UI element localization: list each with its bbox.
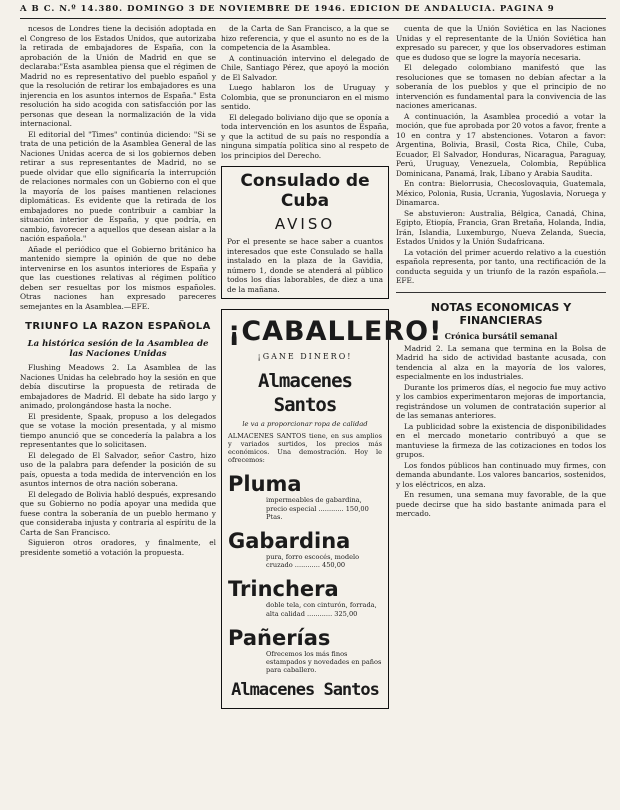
consulado-title: Consulado de Cuba: [240, 171, 370, 211]
paragraph: ncesos de Londres tiene la decisión adoptada en el Congreso de los Estados Unidos, que autorizaba la retirada de embajadores de España, con la aprobación de la Unión de Madrid en que se declaraba:"Esta asamblea piensa que el régimen de Madrid no es representativo del pueblo español y que la resolución de retirar los embajadores es una injerencia en los asuntos internos de España." Esta resolución ha sido acogida con satisfacción por las personas que desean la normalización de la vida internacional.: [20, 24, 216, 128]
column-left: [20, 24, 216, 804]
paragraph: El delegado de El Salvador, señor Castro, hizo uso de la palabra para defender la posición de su país, opuesta a toda medida de intervención en los asuntos internos de otra nación soberana.: [20, 450, 216, 488]
paragraph: Los fondos públicos han continuado muy firmes, con demanda abundante. Los valores bancarios, sostenidos, y los eléctricos, en alza.: [396, 460, 606, 489]
aviso-label: AVISO: [274, 215, 336, 233]
column-middle: [221, 24, 443, 804]
paragraph: de la Carta de San Francisco, a la que se hizo referencia, y que el asunto no es de la competencia de la Asamblea.: [221, 24, 389, 52]
article-subheadline: La histórica sesión de la Asamblea de las Naciones Unidas: [27, 339, 209, 359]
paragraph: El delegado boliviano dijo que se oponía a toda intervención en los asuntos de España, y que la actitud de su país no respondía a ninguna simpatía política sino al respeto de los principios del Derecho.: [221, 112, 389, 160]
product-name: Pañerías: [228, 625, 331, 650]
paragraph: El editorial del "Times" continúa diciendo: "Si se trata de una petición de la Asamblea General de las Naciones Unidas acerca de si los gobiernos deben retirar a sus representantes de Madrid, no se puede olvidar que ello significaría la interrupción de relaciones normales con un Gobierno con el que la mayoría de los países mantienen relaciones diplomáticas. Es evidente que la retirada de los embajadores no puede contribuir a cambiar la situación interior de España, y que podría, en cambio, favorecer a aquellos que desean aislar a la nación española.": [20, 129, 216, 243]
article-body: [20, 363, 216, 557]
product-desc: doble tela, con cinturón, forrada, alta calidad ............ 325,00: [266, 601, 377, 618]
paragraph: La votación del primer acuerdo relativo a la cuestión española representa, por tanto, una rectificación de la conducta seguida y un triunfo de la razón española.—EFE.: [396, 247, 606, 285]
paragraph: Madrid 2. La semana que termina en la Bolsa de Madrid ha sido de actividad bastante acusada, con tendencia al alza en la mayoría de los valores, especialmente en los industriales.: [396, 343, 606, 381]
paragraph: Se abstuvieron: Australia, Bélgica, Canadá, China, Egipto, Etiopía, Francia, Gran Bretaña, Holanda, India, Irán, Islandia, Luxemburgo, Nueva Zelanda, Suecia, Estados Unidos y la Unión Sudafricana.: [396, 208, 606, 246]
paragraph: A continuación, la Asamblea procedió a votar la moción, que fue aprobada por 20 votos a favor, frente a 10 en contra y 17 abstenciones. Votaron a favor: Argentina, Bolivia, Brasil, Costa Rica, Chile, Cuba, Ecuador, El Salvador, Honduras, Nicaragua, Paraguay, Perú, Uruguay, Venezuela, Colombia, República Dominicana, Panamá, Irak, Líbano y Arabia Saudita.: [396, 111, 606, 178]
paragraph: cuenta de que la Unión Soviética en las Naciones Unidas y el representante de la Unión Soviética han expresado su parecer, y que los observadores estiman que es dudoso que se logre la mayoría necesaria.: [396, 24, 606, 62]
paragraph: El presidente, Spaak, propuso a los delegados que se votase la moción presentada, y al mismo tiempo anunció que se concedería la palabra a los representantes que lo solicitasen.: [20, 411, 216, 449]
paragraph: En contra: Bielorrusia, Checoslovaquia, Guatemala, México, Polonia, Rusia, Ucrania, Yugoslavia, Noruega y Dinamarca.: [396, 179, 606, 207]
paragraph: La publicidad sobre la existencia de disponibilidades en el mercado monetario contribuyó a que se mantuviese la firmeza de las cotizaciones en todos los grupos.: [396, 421, 606, 459]
paragraph: En resumen, una semana muy favorable, de la que puede decirse que ha sido bastante animada para el mercado.: [396, 490, 606, 518]
product-name: Pluma: [228, 472, 302, 497]
divider: [396, 292, 606, 293]
ad-brand: Almacenes Santos: [258, 370, 352, 416]
product-desc: pura, forro escocés, modelo cruzado ............ 450,00: [266, 552, 360, 570]
paragraph: Siguieron otros oradores, y finalmente, el presidente sometió a votación la propuesta.: [20, 538, 216, 557]
column-right: [396, 24, 606, 804]
article-headline: TRIUNFO LA RAZON ESPAÑOLA: [25, 321, 211, 332]
article-continuation: [221, 24, 389, 160]
ad-headline: ¡CABALLERO!: [228, 316, 443, 347]
article-continuation: [396, 24, 606, 286]
ad-subtag: le va a proporcionar ropa de calidad: [242, 420, 368, 428]
product-desc: Ofrecemos los más finos estampados y novedades en paños para caballero.: [266, 649, 382, 675]
paragraph: A continuación intervino el delegado de Chile, Santiago Pérez, que apoyó la moción de El Salvador.: [221, 53, 389, 82]
article-continuation: [20, 24, 216, 311]
ad-brand-footer: Almacenes Santos: [231, 680, 379, 701]
paragraph: Durante los primeros días, el negocio fue muy activo y los cambios experimentaron mejoras de importancia, registrándose un volumen de contratación superior al de las semanas anteriores.: [396, 382, 606, 420]
page-header: A B C. N.º 14.380. DOMINGO 3 DE NOVIEMBRE DE 1946. EDICION DE ANDALUCIA. PAGINA 9: [20, 4, 606, 19]
article-body: [396, 344, 606, 519]
consulado-text: Por el presente se hace saber a cuantos interesados que este Consulado se halla instalado en la plaza de la Gavidia, número 1, donde se atenderá al público todos los días laborables, de diez a una de la mañana.: [227, 237, 383, 294]
almacenes-santos-ad: [221, 309, 443, 709]
section-subheadline: Crónica bursátil semanal: [444, 330, 558, 341]
paragraph: Luego hablaron los de Uruguay y Colombia, que se pronunciaron en el mismo sentido.: [221, 83, 389, 111]
product-name: Trinchera: [228, 577, 339, 602]
product-desc: impermeables de gabardina, precio especial ............ 150,00 Ptas.: [266, 496, 369, 521]
ad-text: ALMACENES SANTOS tiene, en sus amplios y variados surtidos, los precios más económicos. Una demostración. Hoy le ofrecemos:: [228, 431, 382, 465]
paragraph: Añade el periódico que el Gobierno británico ha mantenido siempre la opinión de que no debe intervenirse en los asuntos interiores de España y que las cuestiones relativas al régimen político deben ser resueltas por los mismos españoles. Otras naciones han expresado pareceres semejantes en la Asamblea.—EFE.: [20, 244, 216, 311]
paragraph: El delegado de Bolivia habló después, expresando que su Gobierno no podía apoyar una medida que fuese contra la soberanía de un pueblo hermano y que consideraba injusta y contraria al espíritu de la Carta de San Francisco.: [20, 489, 216, 537]
paragraph: El delegado colombiano manifestó que las resoluciones que se tomasen no debían afectar a la soberanía de los pueblos y que el principio de no intervención es fundamental para la convivencia de las naciones americanas.: [396, 63, 606, 110]
ad-tagline: ¡GANE DINERO!: [257, 352, 353, 361]
product-name: Gabardina: [228, 528, 351, 553]
paragraph: Flushing Meadows 2. La Asamblea de las Naciones Unidas ha celebrado hoy la sesión en que debía discutirse la propuesta de retirada de embajadores de Madrid. El debate ha sido largo y animado, prolongándose hasta la noche.: [20, 363, 216, 410]
consulado-notice: [221, 166, 389, 299]
section-headline: NOTAS ECONOMICAS Y FINANCIERAS: [430, 300, 572, 327]
